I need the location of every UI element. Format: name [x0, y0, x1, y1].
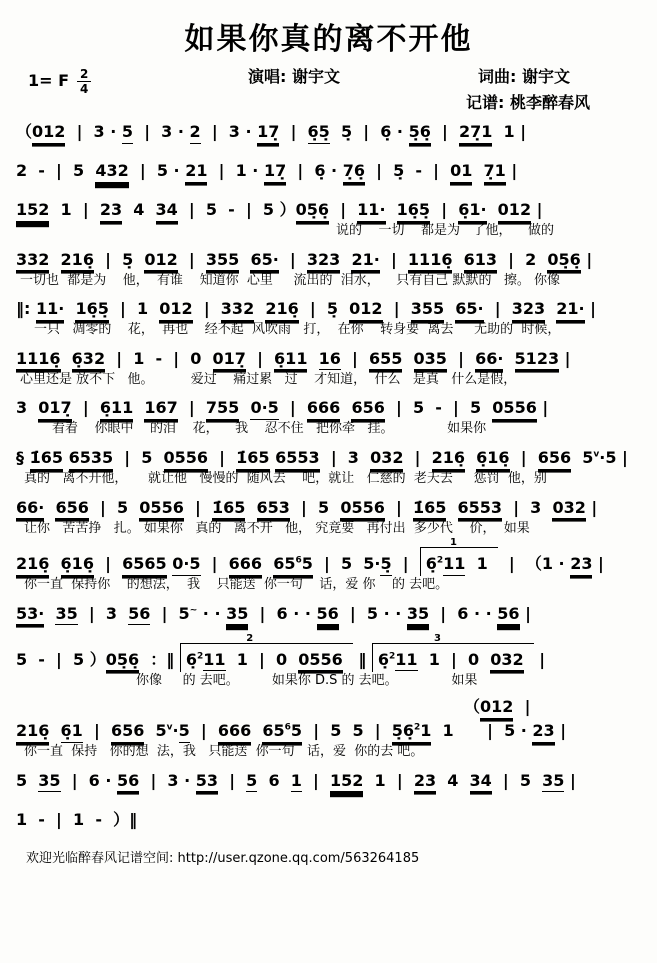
grace-note: v	[166, 722, 173, 733]
beamed-note-group: 216̣	[61, 251, 94, 272]
beamed-note-group: 6̣11	[274, 350, 307, 371]
beamed-note-group: $65^65$	[262, 722, 302, 743]
beamed-note-group: 66·	[475, 350, 503, 371]
beamed-note-group: 2	[190, 123, 201, 144]
beamed-note-group: 05̣6̣	[547, 251, 580, 272]
beamed-note-group: 1̇65	[236, 449, 269, 470]
lyrics-line: 看着 你眼中 的泪 花， 我 忍不住 把你牵 挂。 如果你	[52, 421, 487, 437]
beamed-note-group: 1̇65	[212, 499, 245, 520]
volta-bracket: 3 6̣$^2$11 1 | 0 032	[372, 643, 534, 672]
beamed-note-group: 6̣32	[72, 350, 105, 371]
time-signature	[77, 68, 91, 95]
beamed-note-group: 323	[512, 300, 545, 321]
beamed-note-group: 032	[370, 449, 403, 470]
beamed-note-group: 216̣	[432, 449, 465, 470]
beamed-note-group: 65·	[455, 300, 483, 321]
beamed-note-group: 656	[351, 399, 384, 420]
score	[16, 120, 641, 832]
beamed-note-group: 6̣16̣	[61, 555, 94, 576]
lyrics-line: 说的 一切 都是为 了他， 做的	[336, 223, 554, 238]
notation-line: 152 1 | 23 4 34 | 5 - | 5 ）05̣6̣ | 11· 16̣5̣ | 6̣1· 012 |	[16, 198, 641, 222]
lyrics-line: 真的 离不开他， 就让他 慢慢的 随风去 吧，就让 仁慈的 老天去 惩罚 他，别	[24, 470, 547, 486]
song-title: 如果你真的离不开他	[184, 22, 473, 57]
beamed-note-group: 16̣5̣	[397, 201, 430, 222]
beamed-note-group: 35	[55, 605, 77, 626]
notation-line: 53· 35 | 3 56 | 5~ · · 35 | 6 · · 56 | 5 · · 35 | 6 · · 56 |	[16, 602, 641, 626]
beamed-note-group: 1116̣	[408, 251, 453, 272]
music-system	[16, 297, 641, 338]
beamed-note-group: 23	[532, 722, 554, 743]
beamed-note-group: 23	[100, 201, 122, 222]
beamed-note-group: 017̣	[213, 350, 246, 371]
beamed-note-group: 5	[246, 772, 257, 793]
lyrics-line: 心里还是 放不下 他。 爱过 痛过累 过 才知道， 什么 是真 什么是假，	[20, 371, 517, 387]
beamed-note-group: 17̣	[264, 162, 286, 183]
notation-line: 1 - | 1 - ）‖	[16, 809, 138, 829]
beamed-note-group: 11	[203, 651, 225, 672]
beamed-note-group: 5123	[515, 350, 560, 371]
beamed-note-group: 5	[122, 123, 133, 144]
beamed-note-group: 11·	[357, 201, 385, 222]
grace-note: 6	[284, 722, 291, 733]
notation-line: ‖: 11· 16̣5̣ | 1 012 | 332 216̣ | 5̣ 012 | 355 65· | 323 21· |	[16, 297, 641, 321]
beamed-note-group: 6565	[122, 555, 167, 576]
lyrics-line: 你像 的 去吧。 如果你 D.S 的 去吧。 如果	[136, 672, 478, 688]
beamed-note-group: 0556	[139, 499, 184, 520]
notation-line: 66· 656 | 5 0556 | 1̇65 653 | 5 0556 | 1̇65 6553 | 3 032 |	[16, 496, 641, 520]
beamed-note-group: 1̇65	[413, 499, 446, 520]
beamed-note-group: 5	[179, 722, 190, 743]
grace-note: 2	[413, 722, 421, 733]
music-system	[16, 769, 641, 793]
beamed-note-group: 23	[414, 772, 436, 793]
beamed-note-group: 653	[257, 499, 290, 520]
meta-row	[16, 60, 641, 112]
music-system	[16, 808, 641, 832]
volta-number: 1	[449, 537, 457, 549]
music-system	[16, 396, 641, 437]
beamed-note-group: 27̣1	[459, 123, 492, 144]
music-system	[16, 496, 641, 537]
beamed-note-group: 21·	[351, 251, 379, 272]
beamed-note-group: 0556	[340, 499, 385, 520]
beamed-note-group: 152	[330, 772, 363, 793]
beamed-note-group: 01	[450, 162, 472, 183]
footer-text: 欢迎光临醉春风记谱空间: http://user.qzone.qq.com/563264185	[26, 850, 420, 866]
music-system	[16, 537, 641, 593]
beamed-note-group: 012	[32, 123, 65, 144]
music-system	[16, 159, 641, 183]
beamed-note-group: 7̣1	[484, 162, 506, 183]
beamed-note-group: 355	[411, 300, 444, 321]
beamed-note-group: 1116̣	[16, 350, 61, 371]
beamed-note-group: 23	[570, 555, 592, 576]
beamed-note-group: 6553	[275, 449, 320, 470]
beamed-note-group: $65^65$	[273, 555, 313, 576]
beamed-note-group: 35	[226, 605, 248, 626]
music-system	[16, 120, 641, 144]
beamed-note-group: 66·	[16, 499, 44, 520]
key-text: 1= F	[28, 71, 70, 90]
beamed-note-group: 35	[38, 772, 60, 793]
notation-line: 216̣ 6̣1 | 656 $5^v\cdot 5$ | 666 $65^65$ | 5 5 | 5̣6̣$^2$1 1 | 5 · 23 |	[16, 719, 641, 743]
performer-credit: 演唱: 谢宇文	[248, 67, 340, 86]
beamed-note-group: 332	[16, 251, 49, 272]
beamed-note-group: 012	[498, 201, 531, 222]
beamed-note-group: 34	[470, 772, 492, 793]
beamed-note-group: 53·	[16, 605, 44, 626]
beamed-note-group: 6553	[458, 499, 503, 520]
beamed-note-group: 656	[111, 722, 144, 743]
beamed-note-group: 656	[538, 449, 571, 470]
notation-line: 1116̣ 6̣32 | 1 - | 0 017̣ | 6̣11 16 | 655 035 | 66· 5123 |	[16, 347, 641, 371]
beamed-note-group: 56	[128, 605, 150, 626]
grace-note: 6	[295, 555, 302, 566]
beamed-note-group: 34	[156, 201, 178, 222]
lyrics-line: 一只 凋零的 花， 再也 经不起 风吹雨 打， 在你 转身要 离去 无助的 时候，	[34, 322, 561, 338]
beamed-note-group: 16	[319, 350, 341, 371]
time-signature-numerator: 2	[77, 68, 91, 82]
pickup-notation-line: （012 |	[16, 697, 641, 719]
beamed-note-group: 6535	[69, 449, 114, 470]
beamed-note-group: 05̣6̣	[296, 201, 329, 222]
beamed-note-group: 16̣5̣	[75, 300, 108, 321]
beamed-note-group: 5̣6̣$^2$1	[392, 722, 432, 743]
beamed-note-group: 032	[490, 651, 523, 672]
beamed-note-group: 0556	[298, 651, 343, 672]
beamed-note-group: 11	[443, 555, 465, 576]
beamed-note-group: 0·5	[172, 555, 200, 576]
transcriber-credit: 记谱: 桃李醉春风	[466, 93, 590, 112]
lyrics-line: 你一直 保持你 的想法， 我 只能送 你一句 话，爱 你 的 去吧。	[24, 577, 449, 593]
grace-note: 2	[197, 651, 204, 662]
beamed-note-group: 5̣	[380, 555, 391, 576]
beamed-note-group: 11·	[36, 300, 64, 321]
notation-line: 216̣ 6̣16̣ | 6565 0·5 | 666 $65^65$ | 5 5·5̣ | 1 6̣$^2$11 1 | （1 · 23 |	[16, 545, 641, 576]
lyrics-line: 你一直 保持 你的想 法，我 只能送 你一句 话，爱 你的去 吧。	[24, 743, 424, 759]
beamed-note-group: 216̣	[16, 722, 49, 743]
beamed-note-group: 666	[229, 555, 262, 576]
beamed-note-group: 0556	[164, 449, 209, 470]
beamed-note-group: 012	[144, 251, 177, 272]
key-signature	[28, 68, 91, 95]
beamed-note-group: 6̣11	[100, 399, 133, 420]
composer-credit: 词曲: 谢宇文	[478, 67, 570, 86]
beamed-note-group: 167	[144, 399, 177, 420]
music-system	[16, 198, 641, 239]
notation-line: 5 35 | 6 · 56 | 3 · 53 | 5 6 1 | 152 1 | 23 4 34 | 5 35 |	[16, 769, 641, 793]
beamed-note-group: 6̣5̣	[308, 123, 330, 144]
beamed-note-group: 7̣6̣	[343, 162, 365, 183]
grace-note: 2	[389, 651, 396, 662]
beamed-note-group: 355	[206, 251, 239, 272]
beamed-note-group: 012	[159, 300, 192, 321]
volta-number: 2	[246, 632, 254, 644]
beamed-note-group: 6̣1·	[458, 201, 486, 222]
beamed-note-group: 666	[218, 722, 251, 743]
beamed-note-group: 05̣6̣	[106, 651, 139, 672]
beamed-note-group: 012	[480, 698, 513, 719]
volta-bracket: 2 6̣$^2$11 1 | 0 0556	[180, 643, 353, 672]
beamed-note-group: 17̣	[257, 123, 279, 144]
beamed-note-group: 1	[291, 772, 302, 793]
beamed-note-group: 6̣16̣	[476, 449, 509, 470]
beamed-note-group: 56	[317, 605, 339, 626]
beamed-note-group: 032	[552, 499, 585, 520]
beamed-note-group: 432	[95, 162, 128, 183]
beamed-note-group: 0556	[492, 399, 537, 420]
beamed-note-group: 35	[407, 605, 429, 626]
beamed-note-group: 21·	[556, 300, 584, 321]
beamed-note-group: 65·	[250, 251, 278, 272]
beamed-note-group: 216̣	[265, 300, 298, 321]
lyrics-line: 让你 苦苦挣 扎。 如果你 真的 离不开 他， 究竟要 再付出 多少代 价， 如果	[24, 520, 530, 536]
beamed-note-group: 1̇65	[30, 449, 63, 470]
beamed-note-group: 613	[464, 251, 497, 272]
beamed-note-group: 152	[16, 201, 49, 222]
beamed-note-group: 656	[55, 499, 88, 520]
beamed-note-group: 56	[497, 605, 519, 626]
music-system	[16, 602, 641, 626]
beamed-note-group: 6̣1	[61, 722, 83, 743]
beamed-note-group: 655	[369, 350, 402, 371]
notation-line: 3 017̣ | 6̣11 167 | 755 0·5 | 666 656 | 5 - | 5 0556 |	[16, 396, 641, 420]
notation-line: 2 - | 5 432 | 5 · 21 | 1 · 17̣ | 6̣ · 7̣6̣ | 5̣ - | 01 7̣1 |	[16, 159, 641, 183]
music-system	[16, 347, 641, 388]
beamed-note-group: 0·5	[250, 399, 278, 420]
beamed-note-group: 56	[117, 772, 139, 793]
music-system	[16, 446, 641, 487]
music-system	[16, 248, 641, 289]
beamed-note-group: 11	[395, 651, 417, 672]
volta-bracket: 1 6̣$^2$11 1	[420, 547, 498, 576]
grace-note: v	[593, 449, 600, 460]
notation-line: § 1̇65 6535 | 5 0556 | 1̇65 6553 | 3 032 | 216̣ 6̣16̣ | 656 $5^v\cdot 5$ |	[16, 446, 641, 470]
grace-note: 2	[436, 555, 444, 566]
beamed-note-group: 216̣	[16, 555, 49, 576]
beamed-note-group: 755	[206, 399, 239, 420]
lyrics-line: 一切也 都是为 他， 有谁 知道你 心里 流出的 泪水， 只有自己 默默的 擦。 你像	[20, 272, 560, 288]
beamed-note-group: 012	[349, 300, 382, 321]
beamed-note-group: 323	[307, 251, 340, 272]
notation-line: 5 - | 5 ）05̣6̣ ：‖ 2 6̣$^2$11 1 | 0 0556 ‖ 3 6̣$^2$11 1 | 0 032 |	[16, 641, 641, 672]
beamed-note-group: 035	[414, 350, 447, 371]
grace-note: ~	[189, 605, 198, 616]
music-system	[16, 697, 641, 759]
beamed-note-group: 017̣	[38, 399, 71, 420]
beamed-note-group: 53	[196, 772, 218, 793]
beamed-note-group: 666	[307, 399, 340, 420]
notation-line: （012 | 3 · 5 | 3 · 2 | 3 · 17̣ | 6̣5̣ 5̣ | 6̣ · 5̣6̣ | 27̣1 1 |	[16, 120, 641, 144]
time-signature-denominator: 4	[80, 82, 89, 96]
notation-line: 332 216̣ | 5̣ 012 | 355 65· | 323 21· | 1116̣ 613 | 2 05̣6̣ |	[16, 248, 641, 272]
beamed-note-group: 5̣6̣	[409, 123, 431, 144]
beamed-note-group: 35	[542, 772, 564, 793]
beamed-note-group: 332	[221, 300, 254, 321]
music-system	[16, 632, 641, 689]
volta-number: 3	[433, 632, 441, 644]
beamed-note-group: 21	[185, 162, 207, 183]
